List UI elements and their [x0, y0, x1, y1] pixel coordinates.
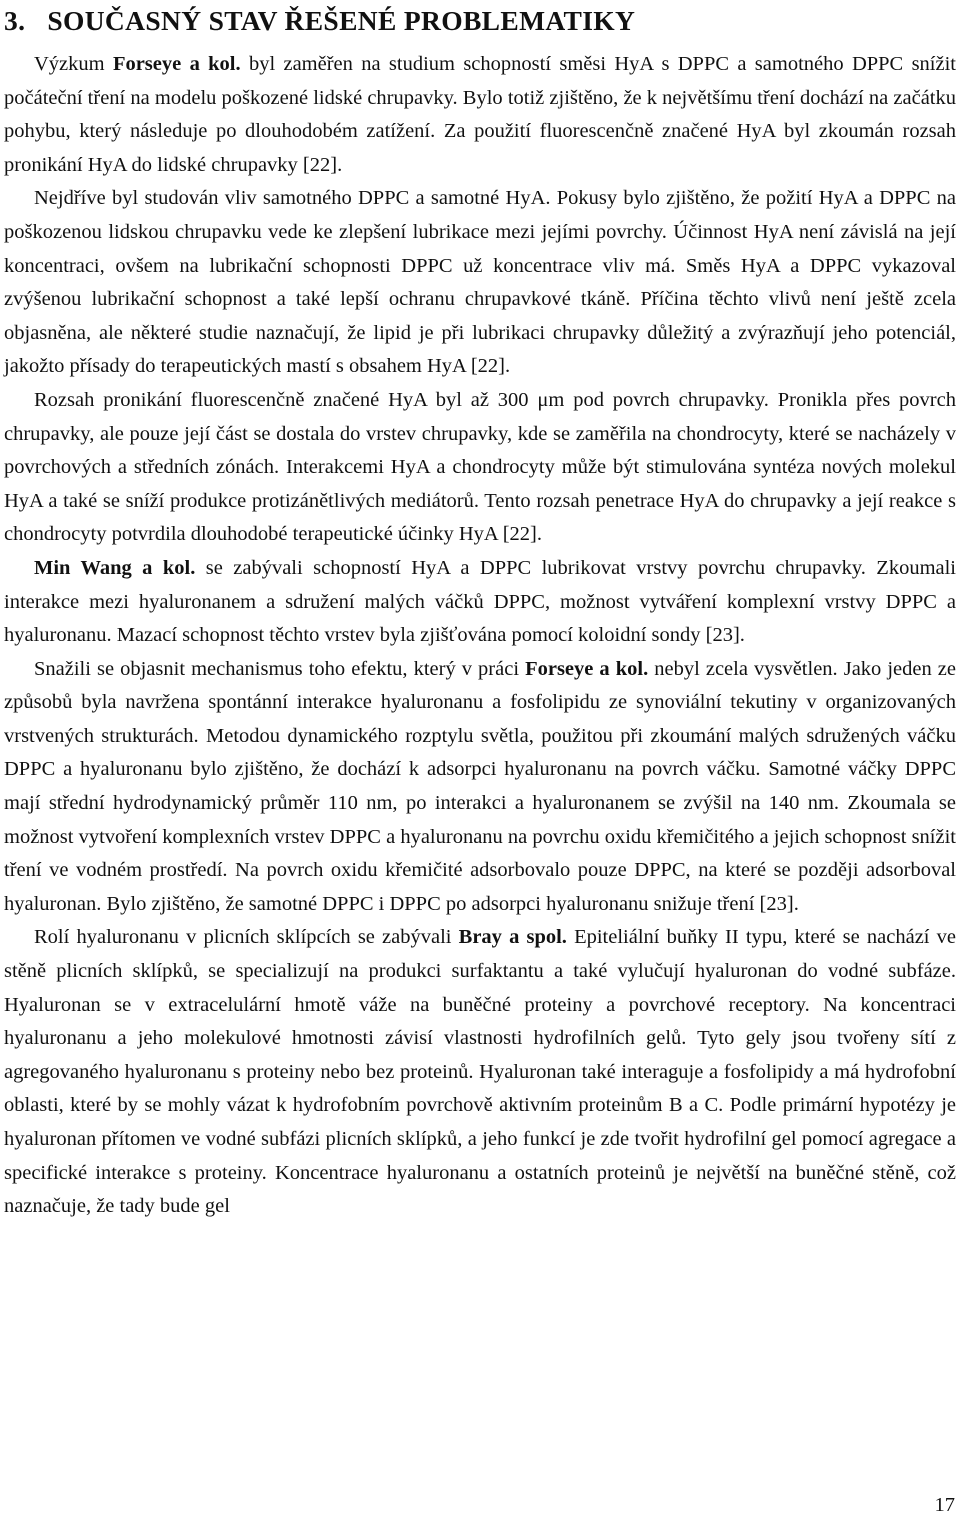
- section-heading: [4, 4, 635, 38]
- author-reference: Min Wang a kol.: [34, 556, 196, 579]
- paragraph: [4, 653, 956, 922]
- paragraph-lead: Rolí hyaluronanu v plicních sklípcích se zabývali: [34, 926, 459, 949]
- section-title: SOUČASNÝ STAV ŘEŠENÉ PROBLEMATIKY: [47, 5, 636, 36]
- section-number: 3.: [4, 5, 26, 36]
- paragraph-text: Rozsah pronikání fluorescenčně značené HyA byl až 300 μm pod povrch chrupavky. Pronikla přes povrch chrupavky, ale pouze její část se dostala do vrstev chrupavky, kde se zaměřila na chondrocyty, které se nacházely v povrchových a středních zónách. Interakcemi HyA a chondrocyty může být stimulována syntéza nových molekul HyA a také se sníží produkce protizánětlivých mediátorů. Tento rozsah penetrace HyA do chrupavky a její reakce s chondrocyty potvrdila dlouhodobé terapeutické účinky HyA [22].: [4, 388, 956, 546]
- paragraph: [4, 552, 956, 653]
- author-reference: Bray a spol.: [458, 926, 567, 949]
- paragraph-lead: Snažili se objasnit mechanismus toho efektu, který v práci: [34, 657, 526, 680]
- paragraph-text: se zabývali schopností HyA a DPPC lubrikovat vrstvy povrchu chrupavky. Zkoumali interakce mezi hyaluronanem a sdružení malých váčků DPPC, možnost vytváření komplexní vrstvy DPPC a hyaluronanu. Mazací schopnost těchto vrstev byla zjišťována pomocí koloidní sondy [23].: [4, 556, 957, 647]
- paragraph: [4, 182, 956, 384]
- paragraph-text: nebyl zcela vysvětlen. Jako jeden ze způsobů byla navržena spontánní interakce hyaluronanu a fosfolipidu ze synoviální tekutiny v organizovaných vrstvených strukturách. Metodou dynamického rozptylu světla, použitou při zkoumání malých sdružených váčku DPPC a hyaluronanu bylo zjištěno, že dochází k adsorpci hyaluronanu na povrch váčku. Samotné váčky DPPC mají střední hydrodynamický průměr 110 nm, po interakci a hyaluronanem se zvýšil na 140 nm. Zkoumala se možnost vytvoření komplexních vrstev DPPC a hyaluronanu na povrchu oxidu křemičitého a jejich schopnost snížit tření ve vodném prostředí. Na povrch oxidu křemičité adsorbovalo pouze DPPC, na které se později adsorboval hyaluronan. Bylo zjištěno, že samotné DPPC i DPPC po adsorpci hyaluronanu snižuje tření [23].: [4, 657, 956, 915]
- paragraph: [4, 384, 956, 552]
- paragraph: [4, 48, 956, 182]
- author-reference: Forseye a kol.: [112, 53, 241, 75]
- paragraph: [4, 921, 956, 1223]
- page-number: 17: [934, 1494, 955, 1516]
- paragraph-text: byl zaměřen na studium schopností směsi HyA s DPPC a samotného DPPC snížit počáteční tření na modelu poškozené lidské chrupavky. Bylo totiž zjištěno, že k největšímu tření dochází na začátku pohybu, který následuje po dlouhodobém zatížení. Za použití fluorescenčně značené HyA byl zkoumán rozsah pronikání HyA do lidské chrupavky [22].: [4, 53, 956, 176]
- paragraph-text: Epiteliální buňky II typu, které se nachází ve stěně plicních sklípků, se specializují na produkci surfaktantu a také vylučují hyaluronan do vodné subfáze. Hyaluronan se v extracelulární hmotě váže na buněčné proteiny a povrchové receptory. Na koncentraci hyaluronanu a jeho molekulové hmotnosti závisí vlastnosti hydrofilních gelů. Tyto gely jsou tvořeny sítí z agregovaného hyaluronanu s proteiny nebo bez proteinů. Hyaluronan také interaguje a fosfolipidy a má hydrofobní oblasti, které by se mohly vázat k hydrofobním povrchově aktivním proteinům B a C. Podle primární hypotézy je hyaluronan přítomen ve vodné subfázi plicních sklípků, a jeho funkcí je zde tvořit hydrofilní gel pomocí agregace a specifické interakce s proteiny. Koncentrace hyaluronanu a ostatních proteinů je největší na buněčné stěně, což naznačuje, že tady bude gel: [4, 926, 956, 1218]
- body-text: [4, 48, 956, 1224]
- paragraph-text: Nejdříve byl studován vliv samotného DPPC a samotné HyA. Pokusy bylo zjištěno, že požití HyA a DPPC na poškozenou lidskou chrupavku vede ke zlepšení lubrikace mezi jejími povrchy. Účinnost HyA není závislá na její koncentraci, ovšem na lubrikační schopnosti DPPC už koncentrace vliv má. Směs HyA a DPPC vykazoval zvýšenou lubrikační schopnost a také lepší ochranu chrupavkové tkáně. Příčina těchto vlivů není ještě zcela objasněna, ale některé studie naznačují, že lipid je při lubrikaci chrupavky důležitý a zvýrazňují jeho potenciál, jakožto přísady do terapeutických mastí s obsahem HyA [22].: [4, 187, 956, 378]
- paragraph-lead: Výzkum: [34, 53, 113, 75]
- author-reference: Forseye a kol.: [525, 657, 649, 680]
